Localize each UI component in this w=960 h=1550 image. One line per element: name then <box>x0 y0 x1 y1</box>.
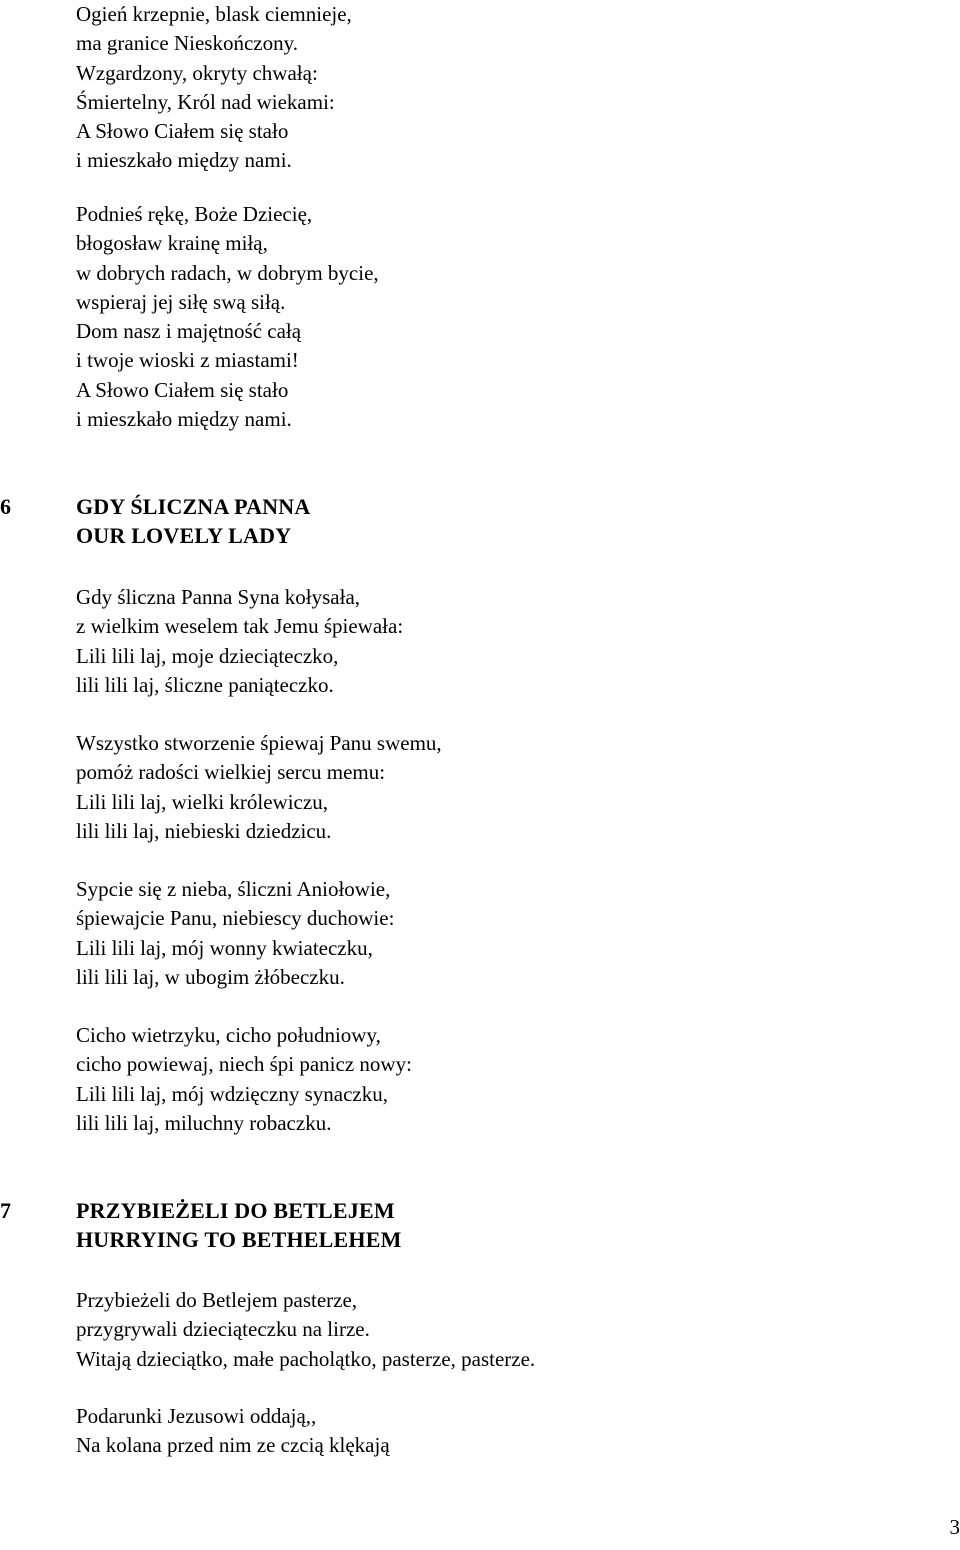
song-title-english: HURRYING TO BETHELEHEM <box>76 1227 402 1253</box>
verse-line: A Słowo Ciałem się stało <box>76 119 289 144</box>
verse-line: Przybieżeli do Betlejem pasterze, <box>76 1288 358 1312</box>
verse-line: ma granice Nieskończony. <box>76 31 298 56</box>
verse-line: Lili lili laj, mój wonny kwiateczku, <box>76 935 373 960</box>
verse-line: Gdy śliczna Panna Syna kołysała, <box>76 585 361 609</box>
song-7-stanza-2 <box>76 1402 390 1461</box>
verse-line: Na kolana przed nim ze czcią klękają <box>76 1433 390 1458</box>
song-6-stanza-1 <box>76 583 403 700</box>
verse-line: Lili lili laj, wielki królewiczu, <box>76 789 328 814</box>
verse-line: cicho powiewaj, niech śpi panicz nowy: <box>76 1052 412 1077</box>
page-number: 3 <box>949 1515 960 1539</box>
song-number: 6 <box>0 494 11 519</box>
verse-line: błogosław krainę miłą, <box>76 231 268 256</box>
verse-line: Lili lili laj, mój wdzięczny synaczku, <box>76 1081 388 1106</box>
song-number: 7 <box>0 1198 11 1223</box>
verse-line: Wszystko stworzenie śpiewaj Panu swemu, <box>76 731 442 755</box>
verse-line: Lili lili laj, moje dzieciąteczko, <box>76 643 339 668</box>
intro-stanza-2 <box>76 200 379 434</box>
song-6-stanza-3 <box>76 875 394 992</box>
verse-line: pomóż radości wielkiej sercu memu: <box>76 760 386 785</box>
verse-line: i mieszkało między nami. <box>76 407 292 432</box>
verse-line: z wielkim weselem tak Jemu śpiewała: <box>76 614 404 639</box>
song-title-english: OUR LOVELY LADY <box>76 523 292 549</box>
song-titles <box>76 492 310 551</box>
verse-line: Ogień krzepnie, blask ciemnieje, <box>76 2 352 26</box>
verse-line: Podarunki Jezusowi oddają,, <box>76 1404 317 1428</box>
verse-line: przygrywali dzieciąteczku na lirze. <box>76 1317 370 1342</box>
verse-line: Podnieś rękę, Boże Dziecię, <box>76 202 313 226</box>
verse-line: w dobrych radach, w dobrym bycie, <box>76 260 379 285</box>
song-titles <box>76 1196 402 1255</box>
verse-line: lili lili laj, w ubogim żłóbeczku. <box>76 964 345 989</box>
song-6-stanza-4 <box>76 1021 412 1138</box>
verse-line: lili lili laj, miluchny robaczku. <box>76 1110 332 1135</box>
verse-line: A Słowo Ciałem się stało <box>76 377 289 402</box>
verse-line: Sypcie się z nieba, śliczni Aniołowie, <box>76 877 391 901</box>
song-6-stanza-2 <box>76 729 442 846</box>
verse-line: Cicho wietrzyku, cicho południowy, <box>76 1023 381 1047</box>
verse-line: Dom nasz i majętność całą <box>76 319 302 344</box>
song-title-polish: PRZYBIEŻELI DO BETLEJEM <box>76 1198 395 1223</box>
verse-line: wspieraj jej siłę swą siłą. <box>76 289 286 314</box>
verse-line: Śmiertelny, Król nad wiekami: <box>76 89 335 114</box>
verse-line: Witają dzieciątko, małe pacholątko, pasterze, pasterze. <box>76 1346 536 1371</box>
verse-line: lili lili laj, niebieski dziedzicu. <box>76 818 332 843</box>
song-7-stanza-1 <box>76 1286 535 1374</box>
verse-line: śpiewajcie Panu, niebiescy duchowie: <box>76 906 395 931</box>
intro-stanza-1 <box>76 0 352 176</box>
verse-line: lili lili laj, śliczne paniąteczko. <box>76 672 334 697</box>
verse-line: i mieszkało między nami. <box>76 148 292 173</box>
song-title-polish: GDY ŚLICZNA PANNA <box>76 494 311 519</box>
verse-line: i twoje wioski z miastami! <box>76 348 299 373</box>
verse-line: Wzgardzony, okryty chwałą: <box>76 60 318 85</box>
